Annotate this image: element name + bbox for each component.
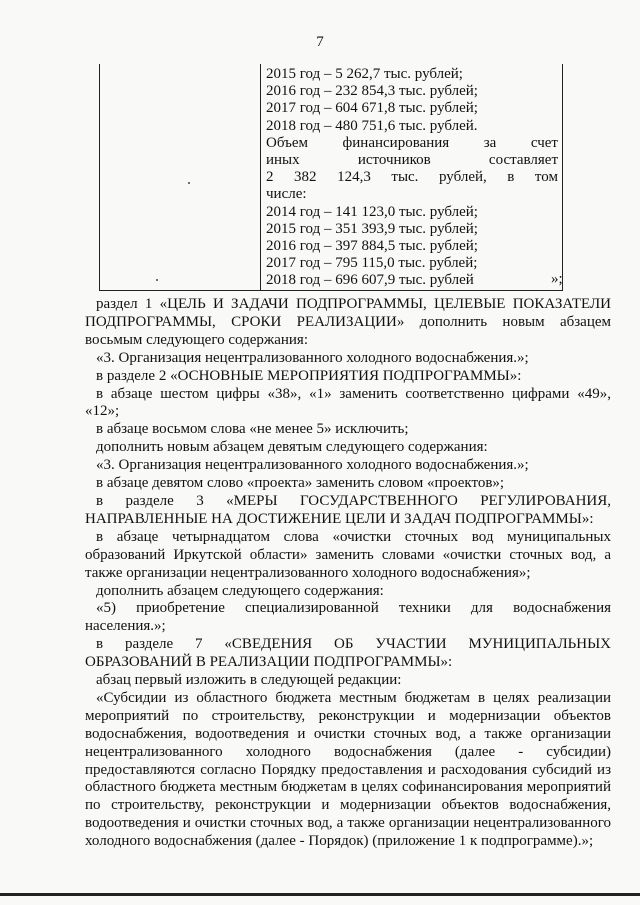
table-line: 2017 год – 604 671,8 тыс. рублей; — [266, 100, 478, 117]
financing-table — [99, 64, 563, 291]
table-closing-mark: »; — [551, 271, 563, 287]
paragraph: дополнить абзацем следующего содержания: — [96, 582, 384, 599]
table-line: числе: — [266, 186, 307, 203]
table-line: 2015 год – 351 393,9 тыс. рублей; — [266, 220, 478, 237]
paragraph: в разделе 3 «МЕРЫ ГОСУДАРСТВЕННОГО РЕГУЛИРОВАНИЯ, НАПРАВЛЕННЫЕ НА ДОСТИЖЕНИЕ ЦЕЛИ И ЗАДАЧ ПОДПРОГРАММЫ»: — [85, 492, 611, 527]
scan-speck — [156, 279, 158, 281]
scan-speck — [188, 182, 190, 184]
paragraph: в разделе 7 «СВЕДЕНИЯ ОБ УЧАСТИИ МУНИЦИПАЛЬНЫХ ОБРАЗОВАНИЙ В РЕАЛИЗАЦИИ ПОДПРОГРАММЫ»: — [85, 636, 611, 671]
paragraph: в абзаце восьмом слова «не менее 5» исключить; — [96, 421, 409, 438]
paragraph: в абзаце четырнадцатом слова «очистки сточных вод муниципальных образований Иркутской области» заменить словами «очистки сточных вод, а также организации нецентрализованного холодного водоснабжения»; — [85, 528, 611, 581]
table-line: 2015 год – 5 262,7 тыс. рублей; — [266, 66, 463, 82]
table-line: 2018 год – 696 607,9 тыс. рублей — [266, 272, 474, 289]
table-line: иных источников составляет — [266, 152, 558, 169]
table-line: 2016 год – 232 854,3 тыс. рублей; — [266, 83, 478, 100]
paragraph: в абзаце шестом цифры «38», «1» заменить соответственно цифрами «49», «12»; — [85, 385, 611, 420]
paragraph: «Субсидии из областного бюджета местным бюджетам в целях реализации мероприятий по строительству, реконструкции и модернизации объектов водоснабжения, водоотведения и очистки сточных вод, а также организации нецентрализованного холодного водоснабжения (далее - субсидии) предоставляются согласно Порядку предоставления и расходования субсидий из областного бюджета местным бюджетам в целях софинансирования мероприятий по строительству, реконструкции и модернизации объектов водоснабжения, водоотведения и очистки сточных вод, а также организации нецентрализованного холодного водоснабжения (далее - Порядок) (приложение 1 к подпрограмме).»; — [85, 689, 611, 850]
paragraph: раздел 1 «ЦЕЛЬ И ЗАДАЧИ ПОДПРОГРАММЫ, ЦЕЛЕВЫЕ ПОКАЗАТЕЛИ ПОДПРОГРАММЫ, СРОКИ РЕАЛИЗАЦИИ» дополнить новым абзацем восьмым следующего содержания: — [85, 296, 611, 348]
table-line: 2014 год – 141 123,0 тыс. рублей; — [266, 203, 478, 220]
table-right-cell — [266, 66, 558, 290]
paragraph: в абзаце девятом слово «проекта» заменить словом «проектов»; — [96, 475, 505, 492]
paragraph: «3. Организация нецентрализованного холодного водоснабжения.»; — [96, 349, 529, 366]
paragraph: абзац первый изложить в следующей редакции: — [96, 672, 402, 689]
page-number: 7 — [316, 34, 324, 50]
table-line: 2016 год – 397 884,5 тыс. рублей; — [266, 238, 478, 255]
table-line: 2018 год – 480 751,6 тыс. рублей. — [266, 117, 478, 134]
table-line: 2 382 124,3 тыс. рублей, в том — [266, 169, 558, 186]
paragraph: дополнить новым абзацем девятым следующего содержания: — [96, 439, 488, 456]
amendment-body — [85, 296, 611, 851]
table-line: 2017 год – 795 115,0 тыс. рублей; — [266, 255, 478, 272]
table-column-divider — [260, 64, 261, 290]
table-line: Объем финансирования за счет — [266, 134, 558, 151]
paragraph: «3. Организация нецентрализованного холодного водоснабжения.»; — [96, 457, 529, 474]
paragraph: в разделе 2 «ОСНОВНЫЕ МЕРОПРИЯТИЯ ПОДПРОГРАММЫ»: — [96, 367, 522, 384]
page-bottom-edge — [0, 893, 640, 896]
paragraph: «5) приобретение специализированной техники для водоснабжения населения.»; — [85, 600, 611, 635]
